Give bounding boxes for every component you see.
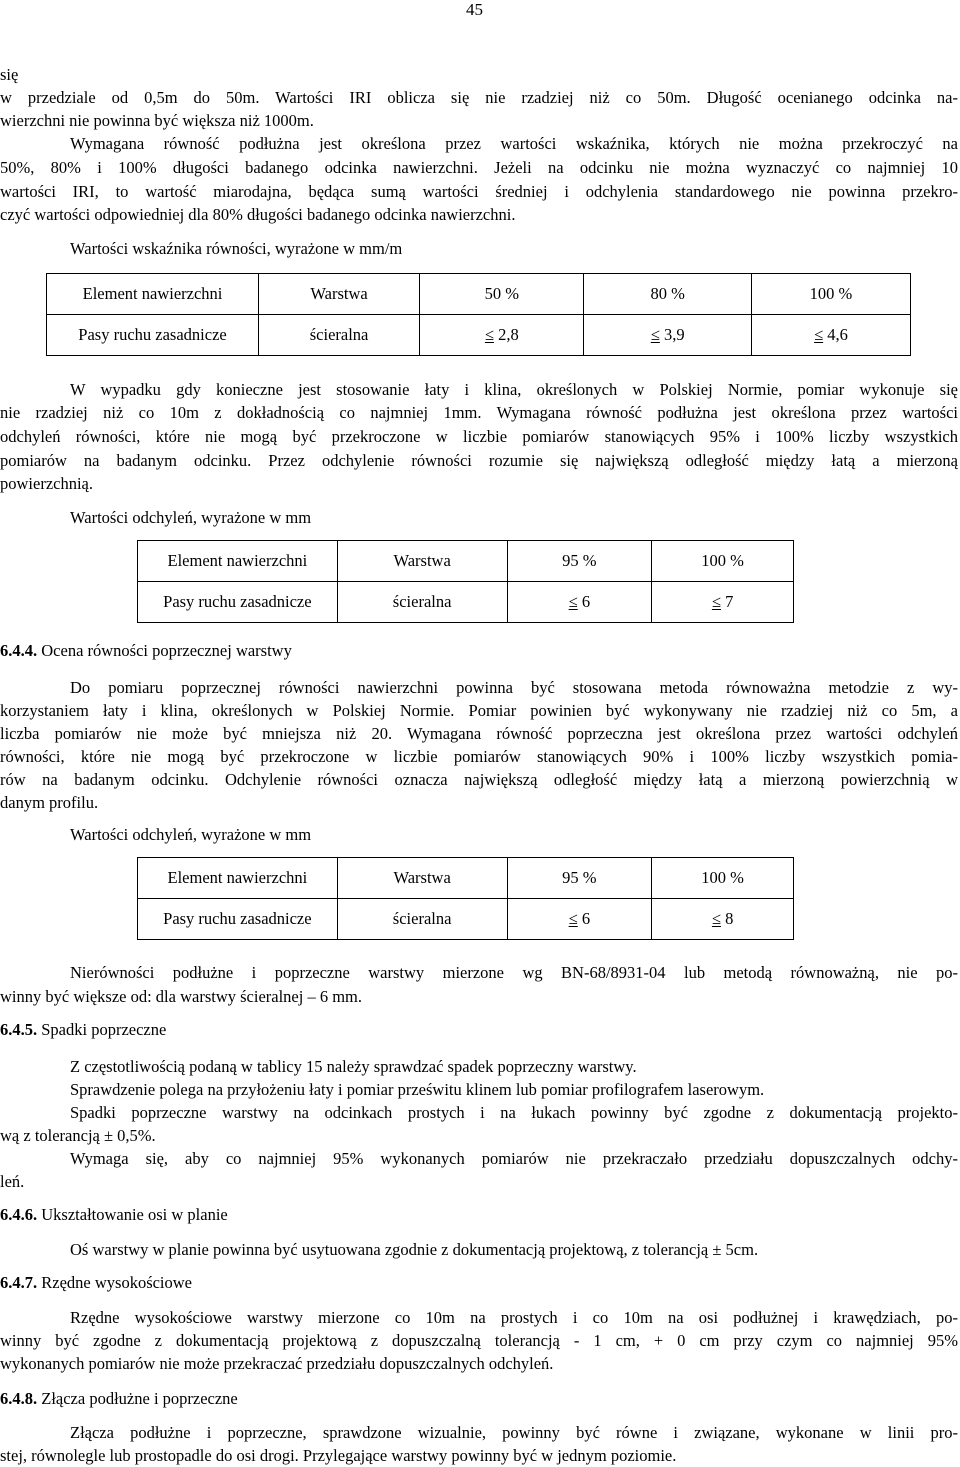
table-cell [507,899,652,940]
paragraph-line: rów na badanym odcinku. Odchylenie równości oznacza największą odległość między łatą a mierzoną powierzchnią w [0,770,958,789]
table-header-cell: Element nawierzchni [47,274,259,315]
section-number: 6.4.4. [0,641,38,660]
le-symbol: ≤ [711,592,721,611]
section-heading [0,1272,192,1294]
table-row [138,582,794,623]
paragraph-line: nie rzadziej niż co 10m z dokładnością co najmniej 1mm. Wymagana równość podłużna jest określona przez wartości [0,403,958,422]
table-caption: Wartości odchyleń, wyrażone w mm [70,508,312,527]
table-cell: Pasy ruchu zasadnicze [47,315,259,356]
section-heading [0,1388,238,1410]
table-cell: ścieralna [337,582,507,623]
le-symbol: ≤ [814,325,824,344]
table-header-cell: 95 % [507,541,652,582]
le-symbol: ≤ [650,325,660,344]
paragraph-line: odchyleń równości, które nie mogą być przekroczone w liczbie pomiarów stanowiących 95% i 100% liczby wszystkich [0,427,958,446]
table-header-cell: 100 % [751,274,910,315]
paragraph-line: leń. [0,1172,25,1191]
section-title: Rzędne wysokościowe [41,1273,193,1292]
paragraph-line: się [0,65,19,84]
paragraph-line: Złącza podłużne i poprzeczne, sprawdzone wizualnie, powinny być równe i związane, wykonane w linii pro- [70,1423,958,1442]
table-row [138,899,794,940]
paragraph-line: Wymaga się, aby co najmniej 95% wykonanych pomiarów nie przekraczało przedziału dopuszczalnych odchy- [70,1149,958,1168]
table-header-cell: Warstwa [259,274,420,315]
section-number: 6.4.7. [0,1273,38,1292]
table-cell [584,315,751,356]
table-transverse-deviation [137,857,794,940]
paragraph-line: W wypadku gdy konieczne jest stosowanie łaty i klina, określonych w Polskiej Normie, pomiar wykonuje się [70,380,958,399]
table-cell [507,582,652,623]
le-symbol: ≤ [711,909,721,928]
table-header-cell: Warstwa [337,858,507,899]
table-header-cell: 100 % [652,541,794,582]
section-heading [0,1204,228,1226]
page-number: 45 [466,0,483,19]
table-cell [420,315,584,356]
paragraph-line: winny być większe od: dla warstwy ścieralnej – 6 mm. [0,987,362,1006]
le-symbol: ≤ [568,909,578,928]
le-symbol: ≤ [568,592,578,611]
paragraph-line: w przedziale od 0,5m do 50m. Wartości IRI oblicza się nie rzadziej niż co 50m. Długość ocenianego odcinka na- [0,88,958,107]
paragraph-line: Z częstotliwością podaną w tablicy 15 należy sprawdzać spadek poprzeczny warstwy. [70,1057,637,1076]
paragraph-line: winny być zgodne z dokumentacją projektową z dopuszczalną tolerancją - 1 cm, + 0 cm przy czym co najmniej 95% [0,1331,958,1350]
value: 4,6 [827,325,848,344]
paragraph-line: Sprawdzenie polega na przyłożeniu łaty i pomiar prześwitu klinem lub pomiar profilografem laserowym. [70,1080,765,1099]
le-symbol: ≤ [484,325,494,344]
table-header-cell: 95 % [507,858,652,899]
value: 6 [581,592,591,611]
section-heading [0,640,292,662]
table-cell: ścieralna [337,899,507,940]
section-title: Spadki poprzeczne [41,1020,167,1039]
table-cell [652,899,794,940]
table-cell [751,315,910,356]
table-header-cell: Warstwa [337,541,507,582]
paragraph-line: korzystaniem łaty i klina, określonych w Polskiej Normie. Pomiar powinien być wykonywany nie rzadziej niż co 5m, a [0,701,958,720]
paragraph-line: równości, które nie mogą być przekroczone w liczbie pomiarów stanowiących 90% i 100% liczby wszystkich pomia- [0,747,958,766]
table-header-cell: Element nawierzchni [138,541,338,582]
table-header-row [47,274,911,315]
paragraph-line: czyć wartości odpowiedniej dla 80% długości badanego odcinka nawierzchni. [0,205,516,224]
paragraph-line: powierzchnią. [0,474,93,493]
table-header-row [138,541,794,582]
paragraph-line: Spadki poprzeczne warstwy na odcinkach prostych i na łukach powinny być zgodne z dokumentacją projekto- [70,1103,958,1122]
paragraph-line: liczba pomiarów nie może być mniejsza niż 20. Wymagana równość poprzeczna jest określona przez wartości odchyleń [0,724,958,743]
section-heading [0,1019,166,1041]
value: 7 [725,592,734,611]
paragraph-line: wykonanych pomiarów nie może przekraczać przedziału dopuszczalnych odchyleń. [0,1354,554,1373]
table-header-row [138,858,794,899]
section-number: 6.4.8. [0,1389,38,1408]
table-header-cell: 50 % [420,274,584,315]
paragraph-line: wą z tolerancją ± 0,5%. [0,1126,156,1145]
paragraph-line: pomiarów na badanym odcinku. Przez odchylenie równości rozumie się największą odległość między łatą a mierzoną [0,451,958,470]
paragraph-line: danym profilu. [0,793,99,812]
table-evenness-index [46,273,911,356]
table-header-cell: 80 % [584,274,751,315]
paragraph-line: Oś warstwy w planie powinna być usytuowana zgodnie z dokumentacją projektową, z tolerancją ± 5cm. [70,1240,759,1259]
table-header-cell: Element nawierzchni [138,858,338,899]
section-title: Ukształtowanie osi w planie [41,1205,228,1224]
paragraph-line: stej, równolegle lub prostopadle do osi drogi. Przylegające warstwy powinny być w jednym poziomie. [0,1446,677,1465]
value: 2,8 [498,325,519,344]
paragraph-line: 50%, 80% i 100% długości badanego odcinka nawierzchni. Jeżeli na odcinku nie można wyznaczyć co najmniej 10 [0,158,958,177]
table-row [47,315,911,356]
table-caption: Wartości odchyleń, wyrażone w mm [70,825,312,844]
table-cell: ścieralna [259,315,420,356]
paragraph-line: wierzchni nie powinna być większa niż 1000m. [0,111,314,130]
value: 3,9 [663,325,685,344]
value: 6 [581,909,591,928]
table-header-cell: 100 % [652,858,794,899]
paragraph-line: Rzędne wysokościowe warstwy mierzone co 10m na prostych i co 10m na osi podłużnej i krawędziach, po- [70,1308,958,1327]
table-cell: Pasy ruchu zasadnicze [138,582,338,623]
section-number: 6.4.5. [0,1020,38,1039]
paragraph-line: Do pomiaru poprzecznej równości nawierzchni powinna być stosowana metoda równoważna metodzie z wy- [70,678,958,697]
table-cell [652,582,794,623]
table-longitudinal-deviation [137,540,794,623]
paragraph-line: wartości IRI, to wartość miarodajna, będąca sumą wartości średniej i odchylenia standardowego nie powinna przekro- [0,182,958,201]
paragraph-line: Nierówności podłużne i poprzeczne warstwy mierzone wg BN-68/8931-04 lub metodą równoważną, nie po- [70,963,958,982]
paragraph-line: Wymagana równość podłużna jest określona przez wartości wskaźnika, których nie można przekroczyć na [70,134,958,153]
section-title: Ocena równości poprzecznej warstwy [41,641,292,660]
table-cell: Pasy ruchu zasadnicze [138,899,338,940]
value: 8 [725,909,734,928]
section-number: 6.4.6. [0,1205,38,1224]
section-title: Złącza podłużne i poprzeczne [41,1389,238,1408]
table-caption: Wartości wskaźnika równości, wyrażone w mm/m [70,239,403,258]
